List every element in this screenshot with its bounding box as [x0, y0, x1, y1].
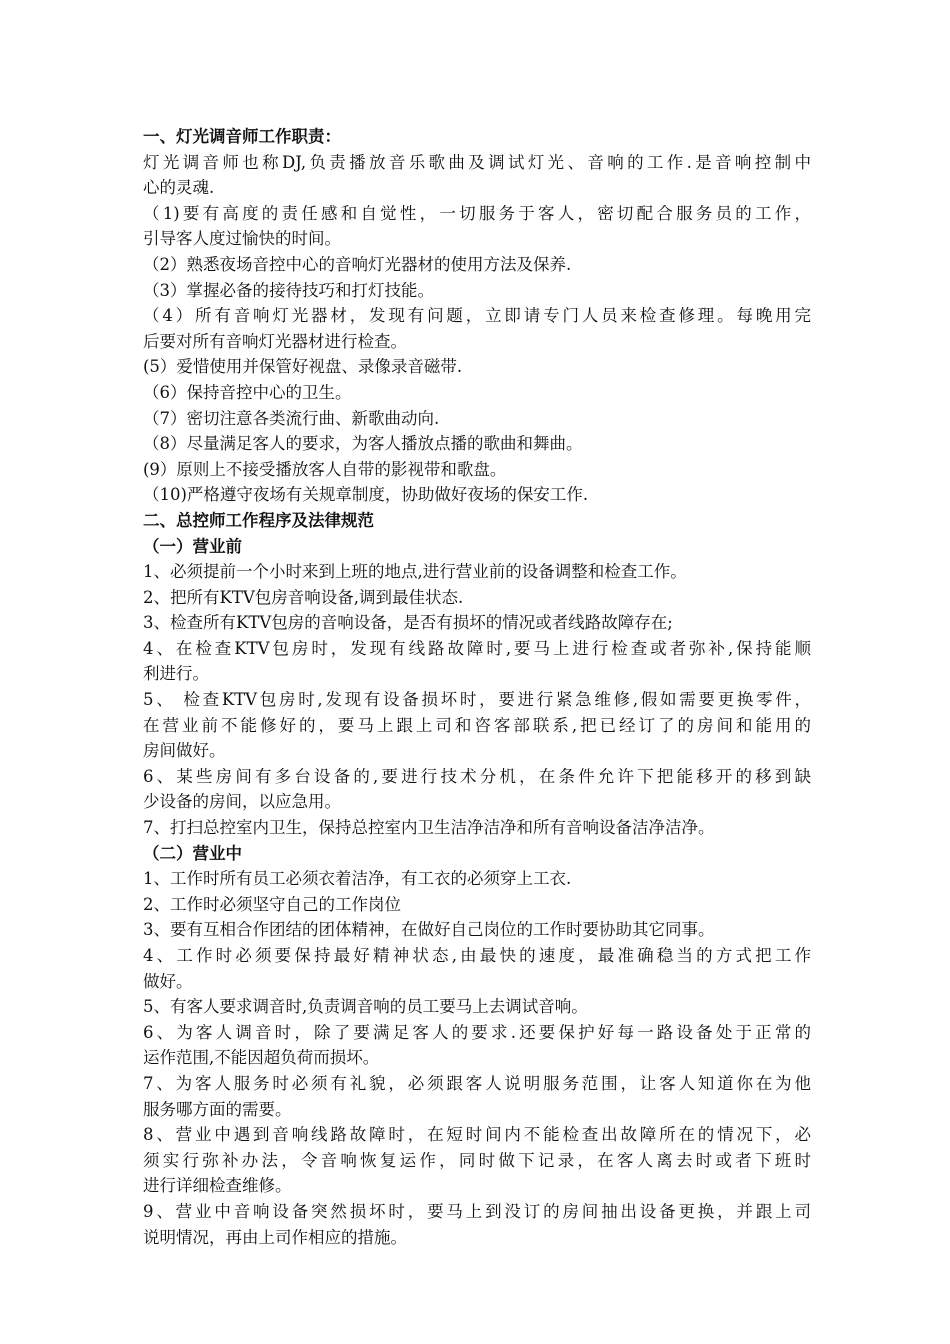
section-heading: （一）营业前 [143, 536, 242, 556]
text-line: 2、工作时必须坚守自己的工作岗位 [143, 894, 401, 914]
text-line: 少设备的房间，以应急用。 [143, 792, 341, 812]
text-line: 3、检查所有KTV包房的音响设备，是否有损坏的情况或者线路故障存在; [143, 613, 673, 633]
text-line: 后要对所有音响灯光器材进行检查。 [143, 331, 407, 351]
text-line: （4）所有音响灯光器材，发现有问题，立即请专门人员来检查修理。每晚用完 [143, 306, 811, 326]
text-line: 7、打扫总控室内卫生，保持总控室内卫生洁净洁净和所有音响设备洁净洁净。 [143, 818, 715, 838]
text-line: 须实行弥补办法，令音响恢复运作，同时做下记录，在客人离去时或者下班时 [143, 1150, 811, 1170]
text-line: 房间做好。 [143, 741, 226, 761]
text-line: 说明情况，再由上司作相应的措施。 [143, 1227, 407, 1247]
text-line: 2、把所有KTV包房音响设备,调到最佳状态. [143, 587, 464, 607]
text-line: 9、营业中音响设备突然损坏时，要马上到没订的房间抽出设备更换，并跟上司 [143, 1201, 811, 1221]
section-heading: （二）营业中 [143, 843, 242, 863]
text-line: 引导客人度过愉快的时间。 [143, 229, 341, 249]
text-line: （2）熟悉夜场音控中心的音响灯光器材的使用方法及保养. [143, 254, 572, 274]
text-line: （6）保持音控中心的卫生。 [143, 382, 352, 402]
text-line: 1、工作时所有员工必须衣着洁净，有工衣的必须穿上工衣. [143, 869, 572, 889]
text-line: 8、营业中遇到音响线路故障时，在短时间内不能检查出故障所在的情况下，必 [143, 1125, 811, 1145]
text-line: (9）原则上不接受播放客人自带的影视带和歌盘。 [143, 459, 507, 479]
document-body [143, 124, 811, 1250]
text-line: 在营业前不能修好的，要马上跟上司和咨客部联系,把已经订了的房间和能用的 [143, 715, 811, 735]
text-line: 4、工作时必须要保持最好精神状态,由最快的速度，最准确稳当的方式把工作 [143, 946, 811, 965]
text-line: 利进行。 [143, 664, 209, 684]
text-line: 3、要有互相合作团结的团体精神，在做好自己岗位的工作时要协助其它同事。 [143, 920, 715, 940]
text-line: 4、在检查KTV包房时，发现有线路故障时,要马上进行检查或者弥补,保持能顺 [143, 638, 811, 658]
section-heading: 一、灯光调音师工作职责： [143, 127, 341, 146]
text-line: （10)严格遵守夜场有关规章制度，协助做好夜场的保安工作. [143, 485, 589, 505]
text-line: 6、为客人调音时，除了要满足客人的要求.还要保护好每一路设备处于正常的 [143, 1022, 811, 1042]
text-line: 7、为客人服务时必须有礼貌，必须跟客人说明服务范围，让客人知道你在为他 [143, 1073, 811, 1093]
text-line: 6、某些房间有多台设备的,要进行技术分机，在条件允许下把能移开的移到缺 [143, 766, 811, 786]
text-line: 5、有客人要求调音时,负责调音响的员工要马上去调试音响。 [143, 997, 588, 1017]
section-heading: 二、总控师工作程序及法律规范 [143, 510, 374, 530]
text-line: 服务哪方面的需要。 [143, 1099, 292, 1119]
text-line: 心的灵魂. [143, 178, 215, 198]
text-line: 5、 检查KTV包房时,发现有设备损坏时，要进行紧急维修,假如需要更换零件， [143, 690, 811, 710]
text-line: 做好。 [143, 971, 193, 991]
text-line: （1)要有高度的责任感和自觉性，一切服务于客人，密切配合服务员的工作， [143, 203, 811, 223]
text-line: （7）密切注意各类流行曲、新歌曲动向. [143, 408, 440, 428]
text-line: 灯光调音师也称DJ,负责播放音乐歌曲及调试灯光、音响的工作.是音响控制中 [143, 152, 811, 172]
text-line: 1、必须提前一个小时来到上班的地点,进行营业前的设备调整和检查工作。 [143, 562, 687, 582]
text-line: 进行详细检查维修。 [143, 1176, 292, 1196]
text-line: (5）爱惜使用并保管好视盘、录像录音磁带. [143, 357, 463, 377]
text-line: （8）尽量满足客人的要求，为客人播放点播的歌曲和舞曲。 [143, 434, 583, 454]
text-line: （3）掌握必备的接待技巧和打灯技能。 [143, 280, 434, 300]
text-line: 运作范围,不能因超负荷而损坏。 [143, 1048, 380, 1068]
